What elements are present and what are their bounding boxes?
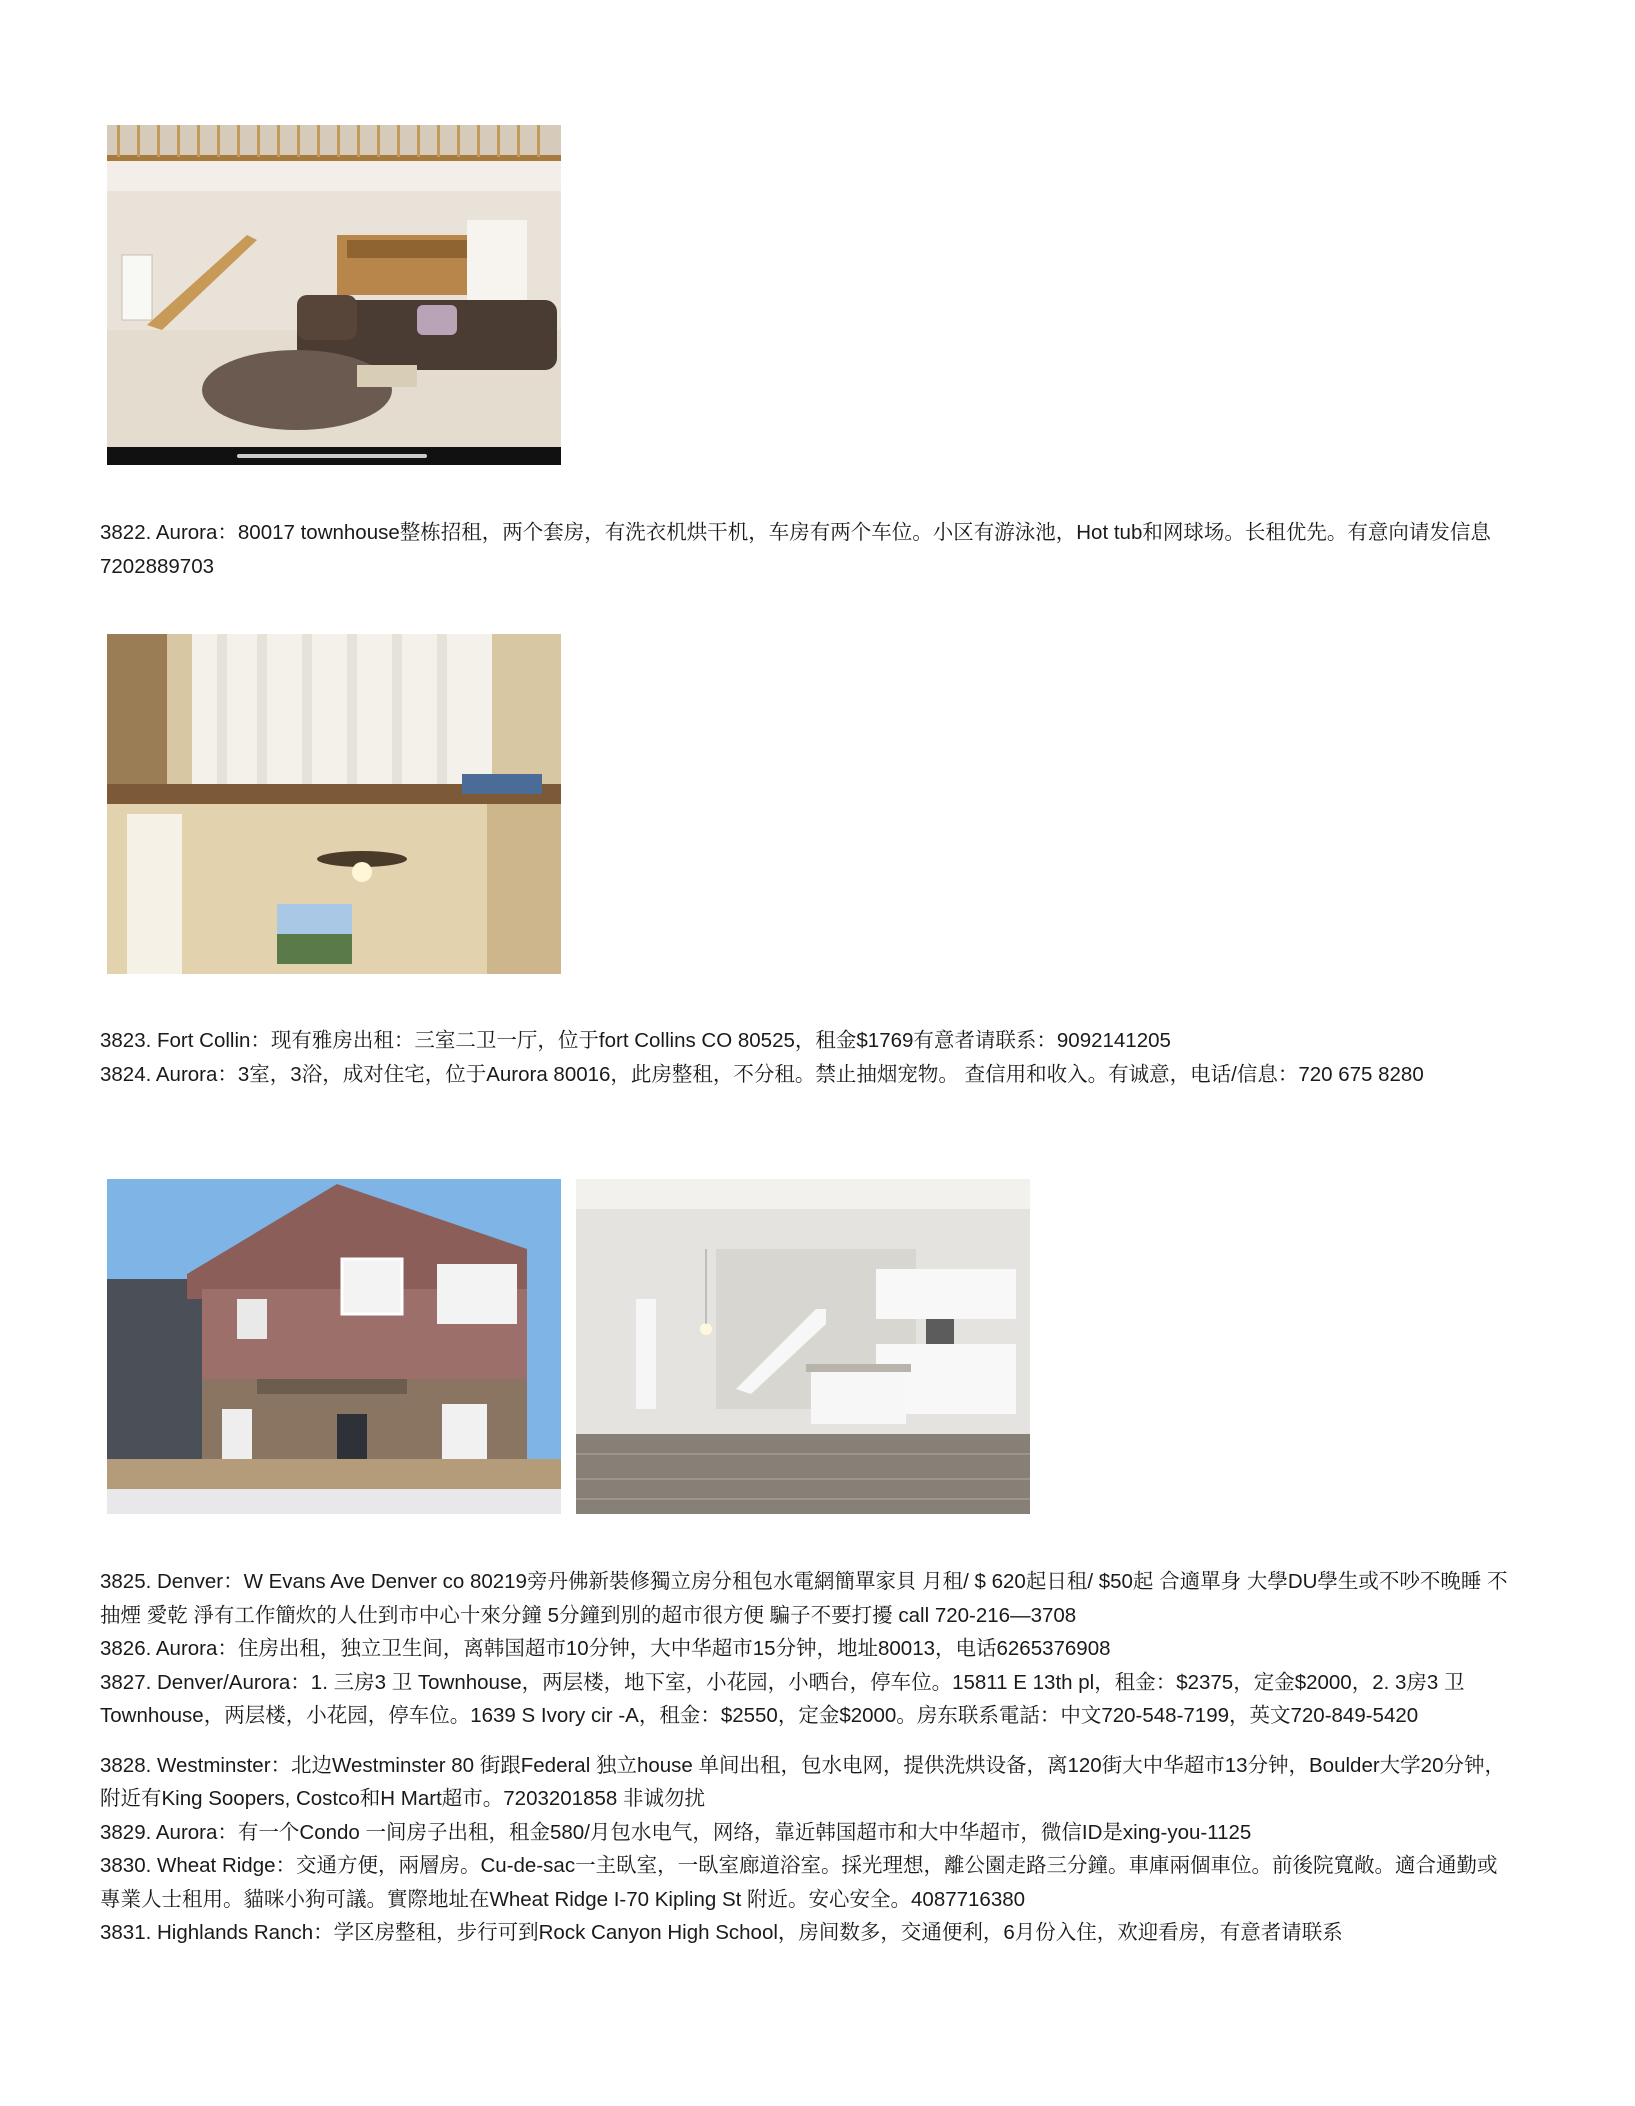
- listing-3828: 3828. Westminster：北边Westminster 80 街跟Federal 独立house 单间出租，包水电网，提供洗烘设备，离120街大中华超市13分钟，Boulder大学20分钟，附近有King Soopers, Costco和H Mart超市。7203201858 非诚勿扰: [100, 1753, 1505, 1810]
- listing-3827: 3827. Denver/Aurora：1. 三房3 卫 Townhouse，两层楼，地下室，小花园，小晒台，停车位。15811 E 13th pl，租金：$2375，定金$2000，2. 3房3 卫 Townhouse，两层楼，小花园，停车位。1639 S Ivory cir -A，租金：$2550，定金$2000。房东联系電話：中文720-548-7199，英文720-849-5420: [100, 1670, 1465, 1727]
- townhouse-exterior-photo: [107, 1179, 561, 1514]
- listing-3830: 3830. Wheat Ridge：交通方便，兩層房。Cu-de-sac一主臥室，一臥室廊道浴室。採光理想，離公園走路三分鐘。車庫兩個車位。前後院寬敞。適合通勤或專業人士租用。貓咪小狗可議。實際地址在Wheat Ridge I-70 Kipling St 附近。安心安全。4087716380: [100, 1854, 1498, 1911]
- listing-3829: 3829. Aurora：有一个Condo 一间房子出租，租金580/月包水电气，网络，靠近韩国超市和大中华超市，微信ID是xing-you-1125: [100, 1820, 1252, 1844]
- listing-3826: 3826. Aurora：住房出租，独立卫生间，离韩国超市10分钟，大中华超市15分钟，地址80013，电话6265376908: [100, 1637, 1111, 1660]
- bedroom-window-photo: [107, 634, 561, 974]
- living-room-loft-photo: [107, 125, 561, 465]
- listing-3824: 3824. Aurora：3室，3浴，成对住宅，位于Aurora 80016，此房整租，不分租。禁止抽烟宠物。 查信用和收入。有诚意，电话/信息：720 675 8280: [100, 1062, 1424, 1086]
- listing-3823: 3823. Fort Collin：现有雅房出租：三室二卫一厅，位于fort Collins CO 80525，租金$1769有意者请联系：9092141205: [100, 1029, 1171, 1052]
- listing-3822: 3822. Aurora：80017 townhouse整栋招租，两个套房，有洗衣机烘干机，车房有两个车位。小区有游泳池，Hot tub和网球场。长租优先。有意向请发信息7202889703: [100, 521, 1491, 578]
- open-kitchen-interior-photo: [576, 1179, 1030, 1514]
- listing-3825: 3825. Denver：W Evans Ave Denver co 80219旁丹佛新裝修獨立房分租包水電網簡單家貝 月租/ $ 620起日租/ $50起 合適單身 大學DU學生或不吵不晚睡 不抽煙 愛乾 淨有工作簡炊的人仕到市中心十來分鐘 5分鐘到別的超市很方便 騙子不要打擾 call 720-216—3708: [100, 1570, 1508, 1627]
- listing-3831: 3831. Highlands Ranch：学区房整租，步行可到Rock Canyon High School，房间数多，交通便利，6月份入住，欢迎看房，有意者请联系: [100, 1921, 1343, 1944]
